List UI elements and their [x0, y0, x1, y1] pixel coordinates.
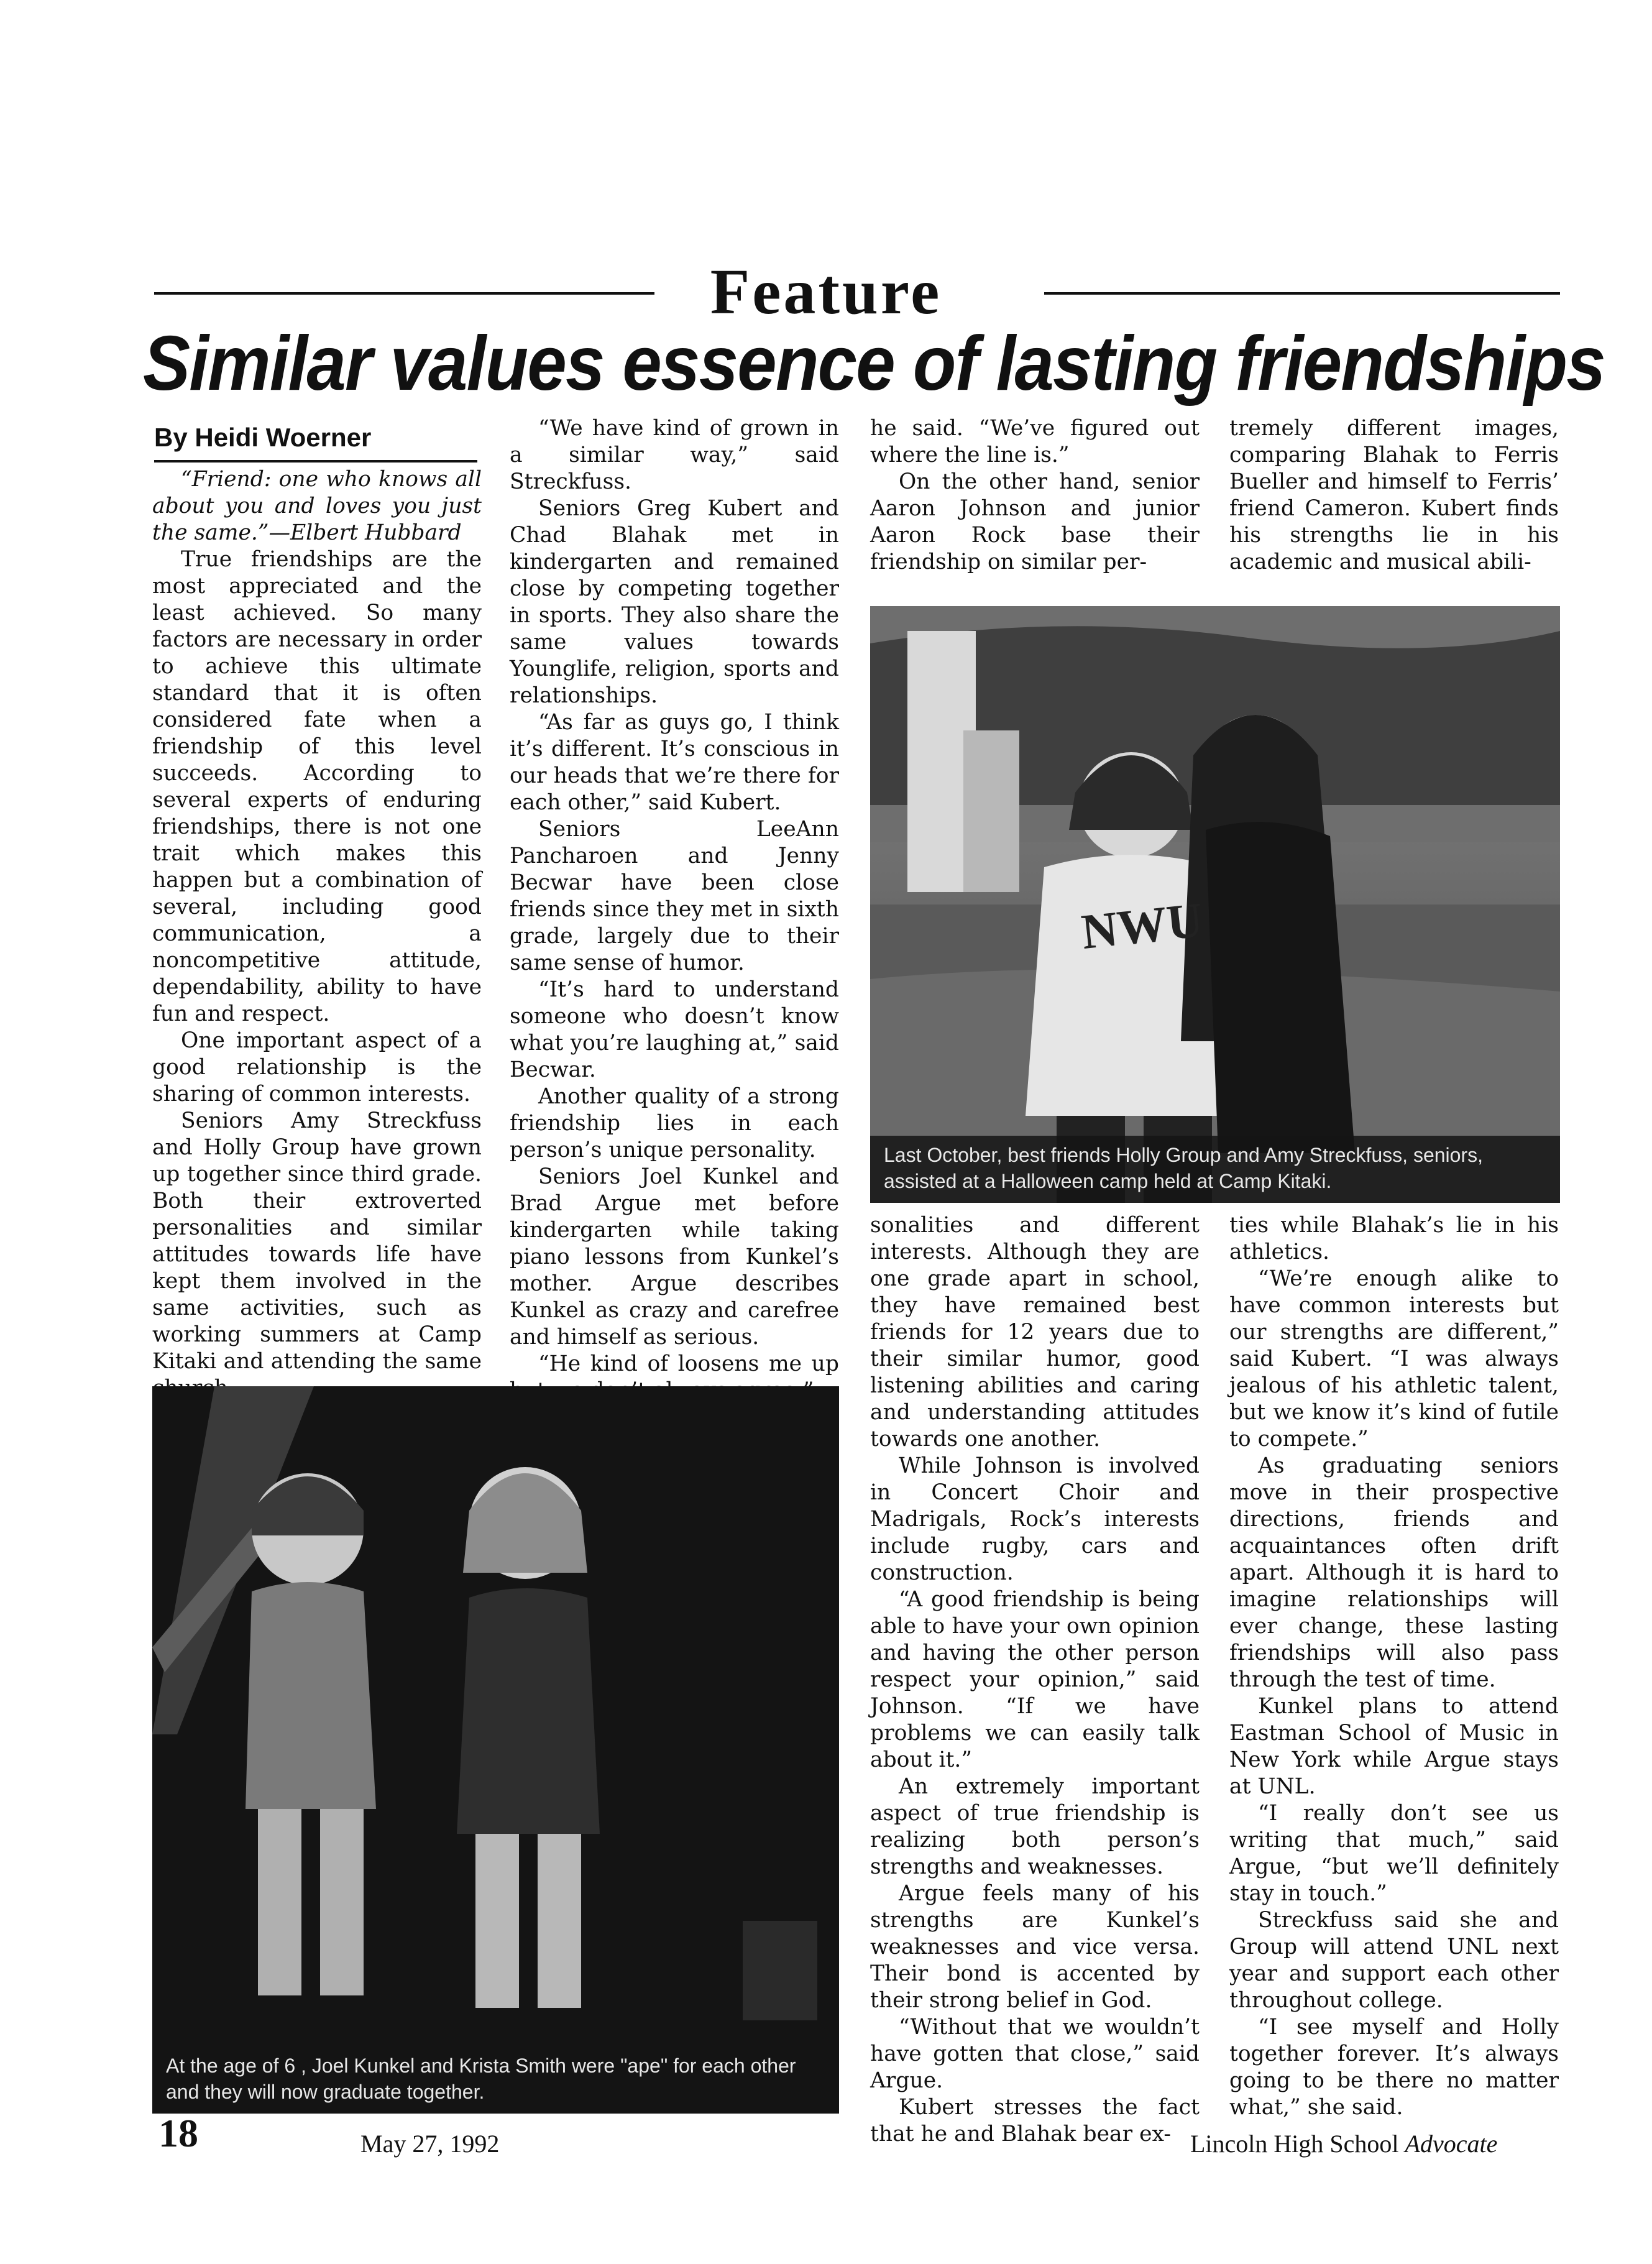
article-column-2 — [510, 415, 839, 1385]
publication-title: Advocate — [1405, 2130, 1498, 2158]
paragraph: True friendships are the most appreciated and the least achieved. So many factors are necessary in order to achieve this ultimate standard that it is often considered fate when a friendship of this level succeeds. According to several experts of enduring friendships, there is not one trait which makes this happen but a combination of several, including good communication, a noncompetitive attitude, dependability, ability to have fun and respect. — [152, 547, 482, 1026]
paragraph: “We have kind of grown in a similar way,” said Streckfuss. — [510, 416, 839, 494]
paragraph: While Johnson is involved in Concert Choir and Madrigals, Rock’s interests include rugby, cars and construction. — [870, 1453, 1200, 1585]
paragraph: “He kind of loosens me up — [538, 1351, 839, 1376]
publication-name — [1190, 2129, 1497, 2158]
photo-caption: At the age of 6 , Joel Kunkel and Krista Smith were "ape" for each other and they will now graduate together. — [152, 2046, 839, 2114]
publication-school: Lincoln High School — [1190, 2130, 1405, 2158]
paragraph: sonalities and different interests. Although they are one grade apart in school, they have remained best friends for 12 years due to their similar humor, good listening abilities and caring and understanding attitudes towards one another. — [870, 1213, 1200, 1452]
child-left-swimsuit — [246, 1582, 376, 1809]
paragraph: ties while Blahak’s lie in his athletics. — [1229, 1213, 1559, 1264]
article-column-1 — [152, 466, 482, 1374]
paragraph: An extremely important aspect of true friendship is realizing both person’s strengths and weaknesses. — [870, 1774, 1200, 1879]
byline: By Heidi Woerner — [154, 421, 477, 462]
girl-right-jacket — [1206, 822, 1355, 1153]
epigraph: “Friend: one who knows all about you and loves you just the same.”—Elbert Hubbard — [152, 467, 482, 545]
paragraph: “A good friendship is being able to have your own opinion and having the other person respect your opinion,” said Johnson. “If we have problems we can easily talk about it.” — [870, 1587, 1200, 1772]
photo-holly-and-amy — [870, 606, 1560, 1203]
article-column-3-top — [870, 415, 1200, 577]
photo-scene — [152, 1386, 839, 2114]
paragraph: Seniors Amy Streckfuss and Holly Group have grown up together since third grade. Both their extroverted personalities and similar attitudes towards life have kept them involved in the same activities, such as working summers at Camp Kitaki and attending the same — [152, 1108, 482, 1374]
paragraph: tremely different images, comparing Blahak to Ferris Bueller and himself to Ferris’ friend Cameron. Kubert finds his strengths lie in his academic and musical abili- — [1229, 416, 1559, 574]
paragraph: Argue feels many of his strengths are Kunkel’s weaknesses and vice versa. Their bond is accented by their strong belief in God. — [870, 1881, 1200, 2013]
paragraph: Kunkel plans to attend Eastman School of Music in New York while Argue stays at UNL. — [1229, 1694, 1559, 1799]
paragraph: Seniors LeeAnn Pancharoen and Jenny Becwar have been close friends since they met in sixth grade, largely due to their same sense of humor. — [510, 817, 839, 975]
page-number: 18 — [158, 2111, 198, 2155]
issue-date: May 27, 1992 — [360, 2130, 500, 2158]
paragraph: “I see myself and Holly together forever. It’s always going to be there no matter what,” she said. — [1229, 2015, 1559, 2120]
article-column-4-bottom — [1229, 1212, 1559, 2120]
paragraph: Seniors Greg Kubert and Chad Blahak met in kindergarten and remained close by competing together in sports. They also share the same values towards Younglife, religion, sports and relationships. — [510, 496, 839, 708]
headline: Similar values essence of lasting friendships — [143, 321, 1605, 407]
article-column-3-bottom — [870, 1212, 1200, 2147]
paragraph: Another quality of a strong friendship lies in each person’s unique personality. — [510, 1084, 839, 1162]
photo-scene — [870, 606, 1560, 1203]
article-column-4-top — [1229, 415, 1559, 577]
paragraph: Seniors Joel Kunkel and Brad Argue met before kindergarten while taking piano lessons from Kunkel’s mother. Argue describes Kunkel as crazy and carefree and himself as serious. — [510, 1164, 839, 1350]
paragraph: Streckfuss said she and Group will attend UNL next year and support each other throughout college. — [1229, 1908, 1559, 2013]
paragraph: “I really don’t see us writing that much,” said Argue, “but we’ll definitely stay in touch.” — [1229, 1801, 1559, 1906]
child-right-swimsuit — [457, 1588, 600, 1834]
paragraph: On the other hand, senior Aaron Johnson and junior Aaron Rock base their friendship on similar per- — [870, 469, 1200, 574]
sweatshirt-lettering: NWU — [1078, 893, 1206, 960]
paragraph: Kubert stresses the fact that he and Blahak bear ex- — [870, 2095, 1200, 2147]
paragraph: One important aspect of a good relationship is the sharing of common interests. — [152, 1028, 482, 1107]
paragraph: “Without that we wouldn’t have gotten that close,” said Argue. — [870, 2015, 1200, 2093]
paragraph: As graduating seniors move in their prospective directions, friends and acquaintances often drift apart. Although it is hard to imagine relationships will ever change, these lasting friendships will also pass through the test of time. — [1229, 1453, 1559, 1692]
paragraph: “As far as guys go, I think it’s different. It’s conscious in our heads that we’re there for each other,” said Kubert. — [510, 710, 839, 815]
photo-joel-and-krista — [152, 1386, 839, 2114]
paragraph: he said. “We’ve figured out where the line is.” — [870, 416, 1200, 467]
paragraph: “It’s hard to understand someone who doesn’t know what you’re laughing at,” said Becwar. — [510, 977, 839, 1082]
photo-caption: Last October, best friends Holly Group and Amy Streckfuss, seniors, assisted at a Halloween camp held at Camp Kitaki. — [870, 1136, 1560, 1203]
paragraph: “We’re enough alike to have common interests but our strengths are different,” said Kubert. “I was always jealous of his athletic talent, but we know it’s kind of futile to compete.” — [1229, 1266, 1559, 1452]
section-title: Feature — [710, 256, 942, 328]
